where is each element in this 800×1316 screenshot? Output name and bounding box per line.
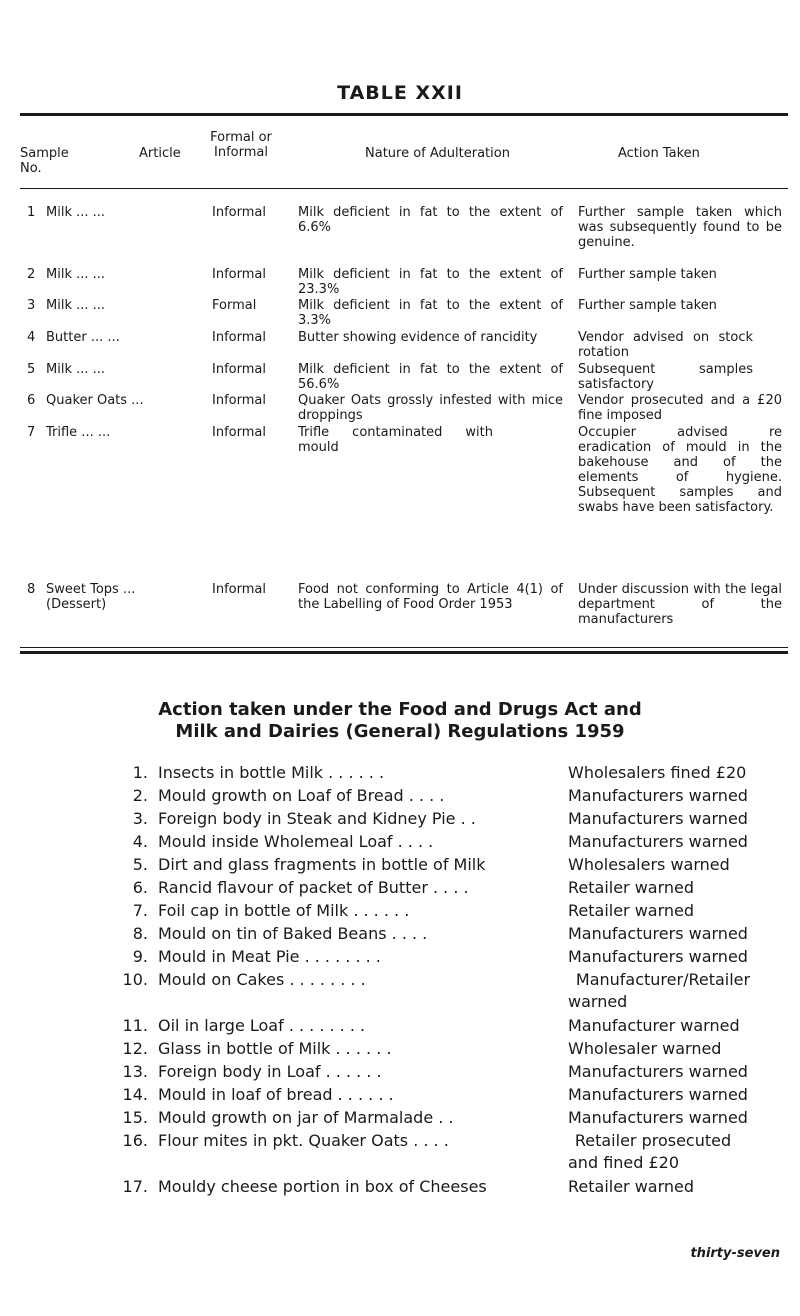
- list-item-action: Manufacturer/Retailer warned: [568, 970, 751, 1011]
- list-item-number: 9.: [132, 947, 148, 966]
- list-item-description: Mould inside Wholemeal Loaf . . . .: [158, 832, 434, 851]
- list-item-description: Foreign body in Steak and Kidney Pie . .: [158, 809, 476, 828]
- header-article: Article: [139, 146, 181, 161]
- list-item-description: Insects in bottle Milk . . . . . .: [158, 763, 385, 782]
- header-action: Action Taken: [618, 146, 700, 161]
- row-article: Milk ... ...: [46, 267, 106, 282]
- list-item-number: 14.: [122, 1085, 148, 1104]
- header-rule: [20, 188, 788, 189]
- row-action: Occupier advised re eradication of mould in the bakehouse and of the elements of hygiene. Subsequent samples and swabs have been satisfactory.: [578, 425, 782, 515]
- row-action: Further sample taken: [578, 267, 717, 282]
- row-formal: Informal: [212, 425, 266, 440]
- list-item-number: 15.: [122, 1108, 148, 1127]
- list-item-description: Flour mites in pkt. Quaker Oats . . . .: [158, 1131, 449, 1150]
- list-item-action: Manufacturers warned: [568, 1108, 748, 1127]
- row-action: Vendor prosecuted and a £20 fine imposed: [578, 393, 782, 423]
- list-item-action: Wholesalers fined £20: [568, 763, 747, 782]
- list-item-number: 12.: [122, 1039, 148, 1058]
- list-item-action: Manufacturers warned: [568, 809, 748, 828]
- row-formal: Informal: [212, 362, 266, 377]
- row-nature: Food not conforming to Article 4(1) of the Labelling of Food Order 1953: [298, 582, 563, 612]
- list-item-action: Wholesalers warned: [568, 855, 730, 874]
- row-action: Under discussion with the legal department of the manufacturers: [578, 582, 782, 627]
- row-article: Milk ... ...: [46, 362, 106, 377]
- header-formal: Formal or Informal: [210, 130, 272, 160]
- list-item-description: Mould growth on Loaf of Bread . . . .: [158, 786, 445, 805]
- row-article: Milk ... ...: [46, 298, 106, 313]
- table-bottom-rule-1: [20, 647, 788, 648]
- list-item-number: 10.: [122, 970, 148, 989]
- list-item-description: Mouldy cheese portion in box of Cheeses: [158, 1177, 487, 1196]
- list-item-action: Manufacturer warned: [568, 1016, 740, 1035]
- list-item-description: Oil in large Loaf . . . . . . . .: [158, 1016, 366, 1035]
- row-nature: Milk deficient in fat to the extent of 56.6%: [298, 362, 563, 392]
- list-item-number: 11.: [122, 1016, 148, 1035]
- list-item-action: Manufacturers warned: [568, 947, 748, 966]
- row-formal: Informal: [212, 582, 266, 597]
- row-number: 4: [27, 330, 36, 345]
- row-nature: Butter showing evidence of rancidity: [298, 330, 538, 345]
- list-item-action: Manufacturers warned: [568, 1062, 748, 1081]
- row-formal: Informal: [212, 205, 266, 220]
- row-nature: Quaker Oats grossly infested with mice droppings: [298, 393, 563, 423]
- row-formal: Informal: [212, 393, 266, 408]
- list-item-number: 1.: [132, 763, 148, 782]
- row-nature: Milk deficient in fat to the extent of 6.6%: [298, 205, 563, 235]
- row-action: Further sample taken which was subsequently found to be genuine.: [578, 205, 782, 250]
- list-item-description: Mould on tin of Baked Beans . . . .: [158, 924, 428, 943]
- row-article: Sweet Tops ... (Dessert): [46, 582, 136, 612]
- list-item-action: Manufacturers warned: [568, 1085, 748, 1104]
- row-formal: Informal: [212, 330, 266, 345]
- list-item-description: Mould in Meat Pie . . . . . . . .: [158, 947, 381, 966]
- list-item-description: Foil cap in bottle of Milk . . . . . .: [158, 901, 410, 920]
- list-item-description: Dirt and glass fragments in bottle of Milk: [158, 855, 486, 874]
- row-nature: Milk deficient in fat to the extent of 23.3%: [298, 267, 563, 297]
- section-heading-line-2: Milk and Dairies (General) Regulations 1959: [175, 721, 625, 742]
- list-item-action: Manufacturers warned: [568, 832, 748, 851]
- page-title: TABLE XXII: [337, 82, 463, 104]
- list-item-number: 6.: [132, 878, 148, 897]
- table-top-rule: [20, 113, 788, 116]
- table-bottom-rule-2: [20, 651, 788, 654]
- row-number: 6: [27, 393, 36, 408]
- list-item-description: Mould growth on jar of Marmalade . .: [158, 1108, 454, 1127]
- header-nature: Nature of Adulteration: [365, 146, 510, 161]
- list-item-action: Manufacturers warned: [568, 786, 748, 805]
- list-item-number: 4.: [132, 832, 148, 851]
- row-number: 8: [27, 582, 36, 597]
- list-item-number: 8.: [132, 924, 148, 943]
- row-number: 7: [27, 425, 36, 440]
- row-number: 1: [27, 205, 36, 220]
- section-heading-line-1: Action taken under the Food and Drugs Act and: [158, 699, 642, 720]
- list-item-action: Manufacturers warned: [568, 924, 748, 943]
- list-item-description: Glass in bottle of Milk . . . . . .: [158, 1039, 392, 1058]
- list-item-number: 13.: [122, 1062, 148, 1081]
- list-item-action: Retailer warned: [568, 901, 695, 920]
- list-item-number: 16.: [122, 1131, 148, 1150]
- row-nature: Trifle contaminated with mould: [298, 425, 493, 455]
- row-article: Butter ... ...: [46, 330, 120, 345]
- list-item-number: 17.: [122, 1177, 148, 1196]
- page-number: thirty-seven: [690, 1246, 780, 1261]
- list-item-description: Mould in loaf of bread . . . . . .: [158, 1085, 394, 1104]
- row-action: Subsequent samples satisfactory: [578, 362, 753, 392]
- list-item-action: Retailer warned: [568, 878, 695, 897]
- row-formal: Informal: [212, 267, 266, 282]
- list-item-action: Retailer prosecuted and fined £20: [568, 1131, 732, 1172]
- list-item-action: Retailer warned: [568, 1177, 695, 1196]
- list-item-description: Mould on Cakes . . . . . . . .: [158, 970, 366, 989]
- list-item-number: 3.: [132, 809, 148, 828]
- row-action: Vendor advised on stock rotation: [578, 330, 753, 360]
- row-article: Milk ... ...: [46, 205, 106, 220]
- list-item-description: Rancid flavour of packet of Butter . . . .: [158, 878, 469, 897]
- row-number: 2: [27, 267, 36, 282]
- list-item-number: 5.: [132, 855, 148, 874]
- row-nature: Milk deficient in fat to the extent of 3.3%: [298, 298, 563, 328]
- header-sample-no: Sample No.: [20, 146, 69, 176]
- list-item-action: Wholesaler warned: [568, 1039, 722, 1058]
- row-number: 3: [27, 298, 36, 313]
- list-item-number: 2.: [132, 786, 148, 805]
- row-article: Trifle ... ...: [46, 425, 111, 440]
- row-action: Further sample taken: [578, 298, 717, 313]
- row-number: 5: [27, 362, 36, 377]
- row-article: Quaker Oats ...: [46, 393, 144, 408]
- row-formal: Formal: [212, 298, 257, 313]
- list-item-number: 7.: [132, 901, 148, 920]
- list-item-description: Foreign body in Loaf . . . . . .: [158, 1062, 382, 1081]
